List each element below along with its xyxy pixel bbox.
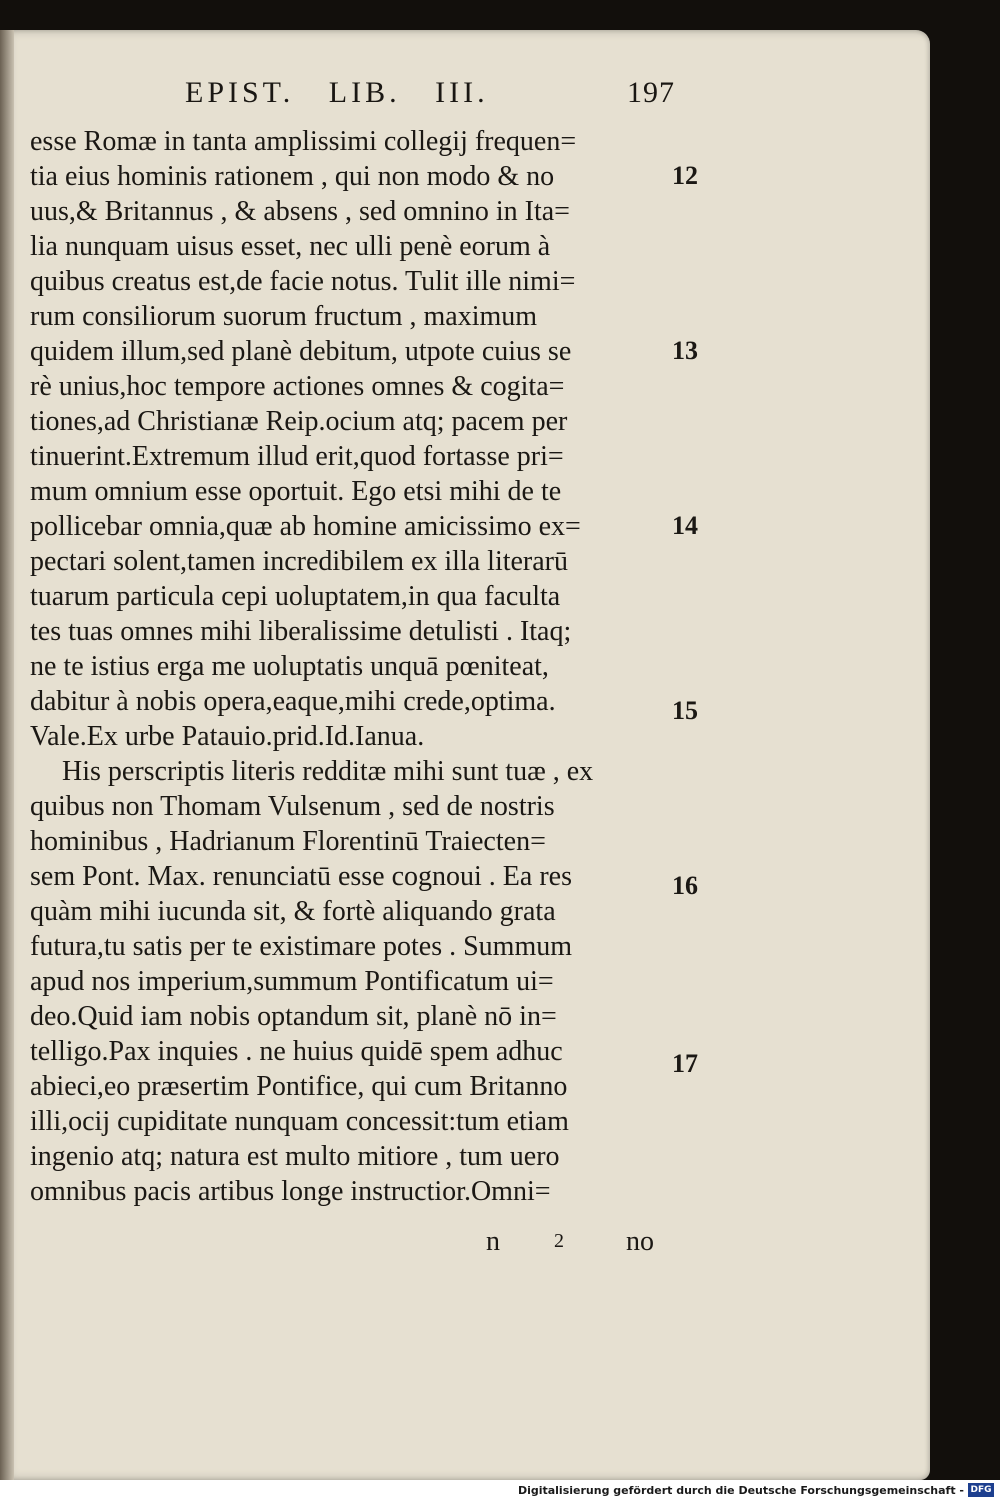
- text-line: ne te istius erga me uoluptatis unquā pœniteat,: [30, 651, 549, 682]
- credit-bar: [0, 1480, 1000, 1505]
- text-line: quibus non Thomam Vulsenum , sed de nostris: [30, 791, 555, 822]
- text-line: pectari solent,tamen incredibilem ex illa literarū: [30, 546, 569, 577]
- catchword: no: [626, 1226, 654, 1257]
- page-gutter: [0, 30, 14, 1480]
- text-line: uus,& Britannus , & absens , sed omnino in Ita=: [30, 196, 570, 227]
- body-text: [30, 124, 670, 1209]
- text-line: His perscriptis literis redditæ mihi sunt tuæ , ex: [62, 756, 594, 787]
- text-line: mum omnium esse oportuit. Ego etsi mihi de te: [30, 476, 562, 507]
- text-line: quibus creatus est,de facie notus. Tulit ille nimi=: [30, 266, 576, 297]
- text-line: abieci,eo præsertim Pontifice, qui cum Britanno: [30, 1071, 568, 1102]
- text-line: tuarum particula cepi uoluptatem,in qua faculta: [30, 581, 561, 612]
- dfg-logo: DFG: [968, 1483, 994, 1497]
- text-line: tes tuas omnes mihi liberalissime detulisti . Itaq;: [30, 616, 572, 647]
- running-head: [185, 76, 675, 116]
- margin-number: 12: [672, 161, 698, 190]
- text-line: tia eius hominis rationem , qui non modo & no: [30, 161, 555, 192]
- text-line: futura,tu satis per te existimare potes . Summum: [30, 931, 573, 962]
- text-line: pollicebar omnia,quæ ab homine amicissimo ex=: [30, 511, 581, 542]
- text-line: esse Romæ in tanta amplissimi collegij frequen=: [30, 126, 577, 157]
- text-line: rum consiliorum suorum fructum , maximum: [30, 301, 538, 332]
- text-line: hominibus , Hadrianum Florentinū Traiecten=: [30, 826, 546, 857]
- text-line: quidem illum,sed planè debitum, utpote cuius se: [30, 336, 572, 367]
- margin-number: 16: [672, 871, 698, 900]
- text-line: tinuerint.Extremum illud erit,quod fortasse pri=: [30, 441, 564, 472]
- text-line: ingenio atq; natura est multo mitiore , tum uero: [30, 1141, 560, 1172]
- text-line: deo.Quid iam nobis optandum sit, planè nō in=: [30, 1001, 557, 1032]
- page-number: 197: [627, 76, 675, 109]
- text-line: tiones,ad Christianæ Reip.ocium atq; pacem per: [30, 406, 568, 437]
- text-line: lia nunquam uisus esset, nec ulli penè eorum à: [30, 231, 551, 262]
- text-line: telligo.Pax inquies . ne huius quidē spem adhuc: [30, 1036, 563, 1067]
- text-line: apud nos imperium,summum Pontificatum ui=: [30, 966, 554, 997]
- text-line: Vale.Ex urbe Patauio.prid.Id.Ianua.: [30, 721, 425, 752]
- signature-mark: n: [486, 1226, 500, 1257]
- margin-number: 17: [672, 1049, 698, 1078]
- text-line: rè unius,hoc tempore actiones omnes & cogita=: [30, 371, 565, 402]
- page-footer-marks: [470, 1226, 670, 1261]
- signature-number: 2: [554, 1230, 564, 1252]
- credit-text: Digitalisierung gefördert durch die Deutsche Forschungsgemeinschaft -: [517, 1484, 964, 1497]
- text-line: illi,ocij cupiditate nunquam concessit:tum etiam: [30, 1106, 569, 1137]
- margin-number: 14: [672, 511, 698, 540]
- text-line: quàm mihi iucunda sit, & fortè aliquando grata: [30, 896, 556, 927]
- margin-number: 15: [672, 696, 698, 725]
- text-line: omnibus pacis artibus longe instructior.Omni=: [30, 1176, 551, 1207]
- text-line: dabitur à nobis opera,eaque,mihi crede,optima.: [30, 686, 556, 717]
- running-head-title: EPIST. LIB. III.: [185, 76, 489, 109]
- margin-number: 13: [672, 336, 698, 365]
- text-line: sem Pont. Max. renunciatū esse cognoui . Ea res: [30, 861, 572, 892]
